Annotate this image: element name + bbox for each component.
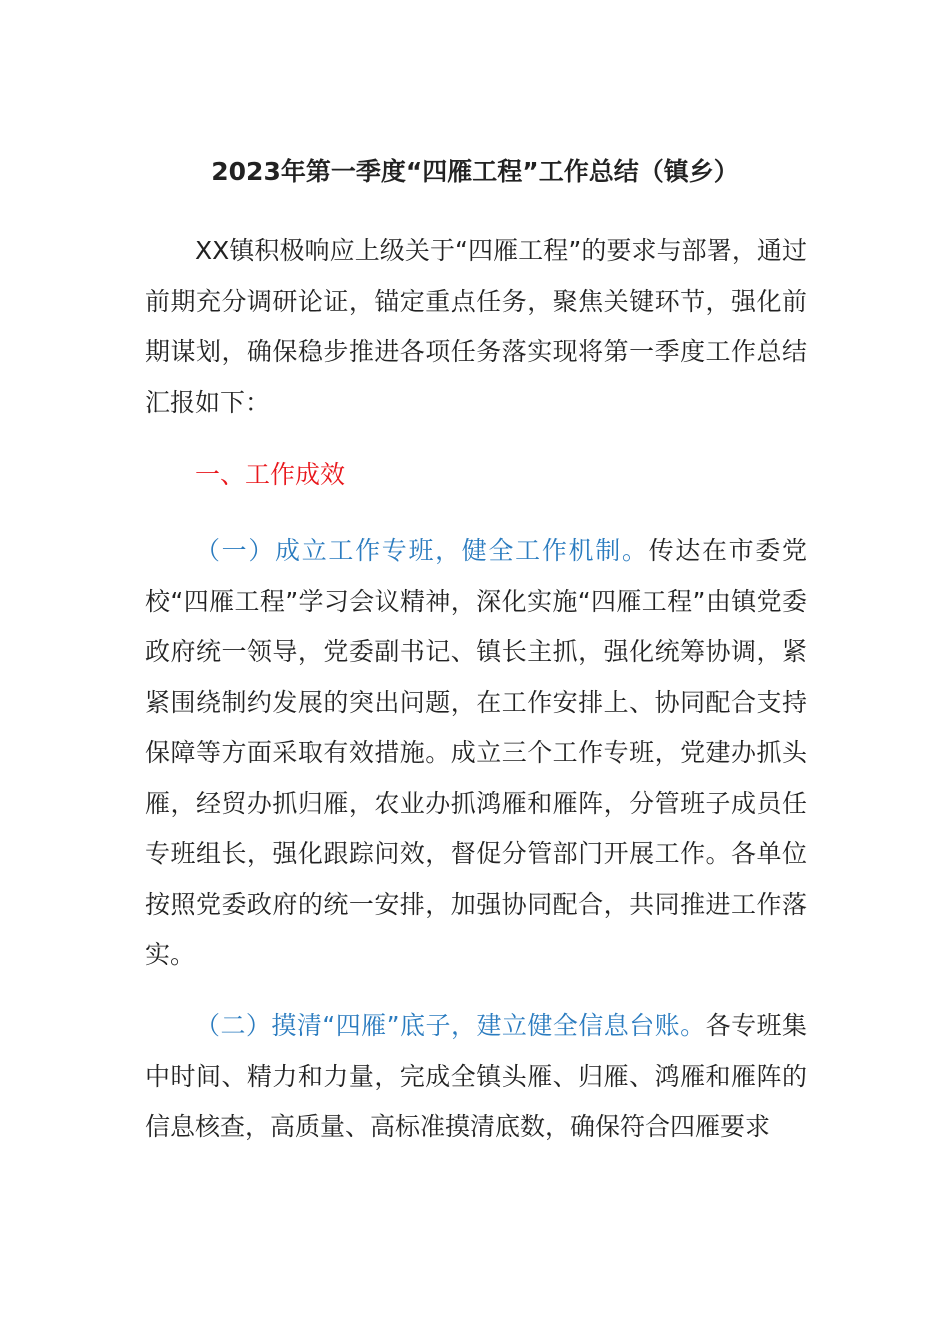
item2-paragraph xyxy=(145,1001,807,1153)
item2-body: 各专班集中时间、精力和力量，完成全镇头雁、归雁、鸿雁和雁阵的信息核查，高质量、高标准摸清底数，确保符合四雁要求 xyxy=(145,1011,807,1141)
item2-subtitle: （二）摸清“四雁”底子，建立健全信息台账。 xyxy=(195,1011,706,1040)
section-heading: 一、工作成效 xyxy=(195,460,346,489)
document-title: 2023年第一季度“四雁工程”工作总结（镇乡） xyxy=(211,157,739,186)
item1-subtitle: （一）成立工作专班，健全工作机制。 xyxy=(195,536,649,565)
intro-paragraph: XX镇积极响应上级关于“四雁工程”的要求与部署，通过前期充分调研论证，锚定重点任务，聚焦关键环节，强化前期谋划，确保稳步推进各项任务落实现将第一季度工作总结汇报如下： xyxy=(145,236,807,417)
item1-paragraph xyxy=(145,526,807,981)
item1-body: 传达在市委党校“四雁工程”学习会议精神，深化实施“四雁工程”由镇党委政府统一领导，党委副书记、镇长主抓，强化统筹协调，紧紧围绕制约发展的突出问题，在工作安排上、协同配合支持保障等方面采取有效措施。成立三个工作专班，党建办抓头雁，经贸办抓归雁，农业办抓鸿雁和雁阵，分管班子成员任专班组长，强化跟踪问效，督促分管部门开展工作。各单位按照党委政府的统一安排，加强协同配合，共同推进工作落实。 xyxy=(145,536,807,969)
